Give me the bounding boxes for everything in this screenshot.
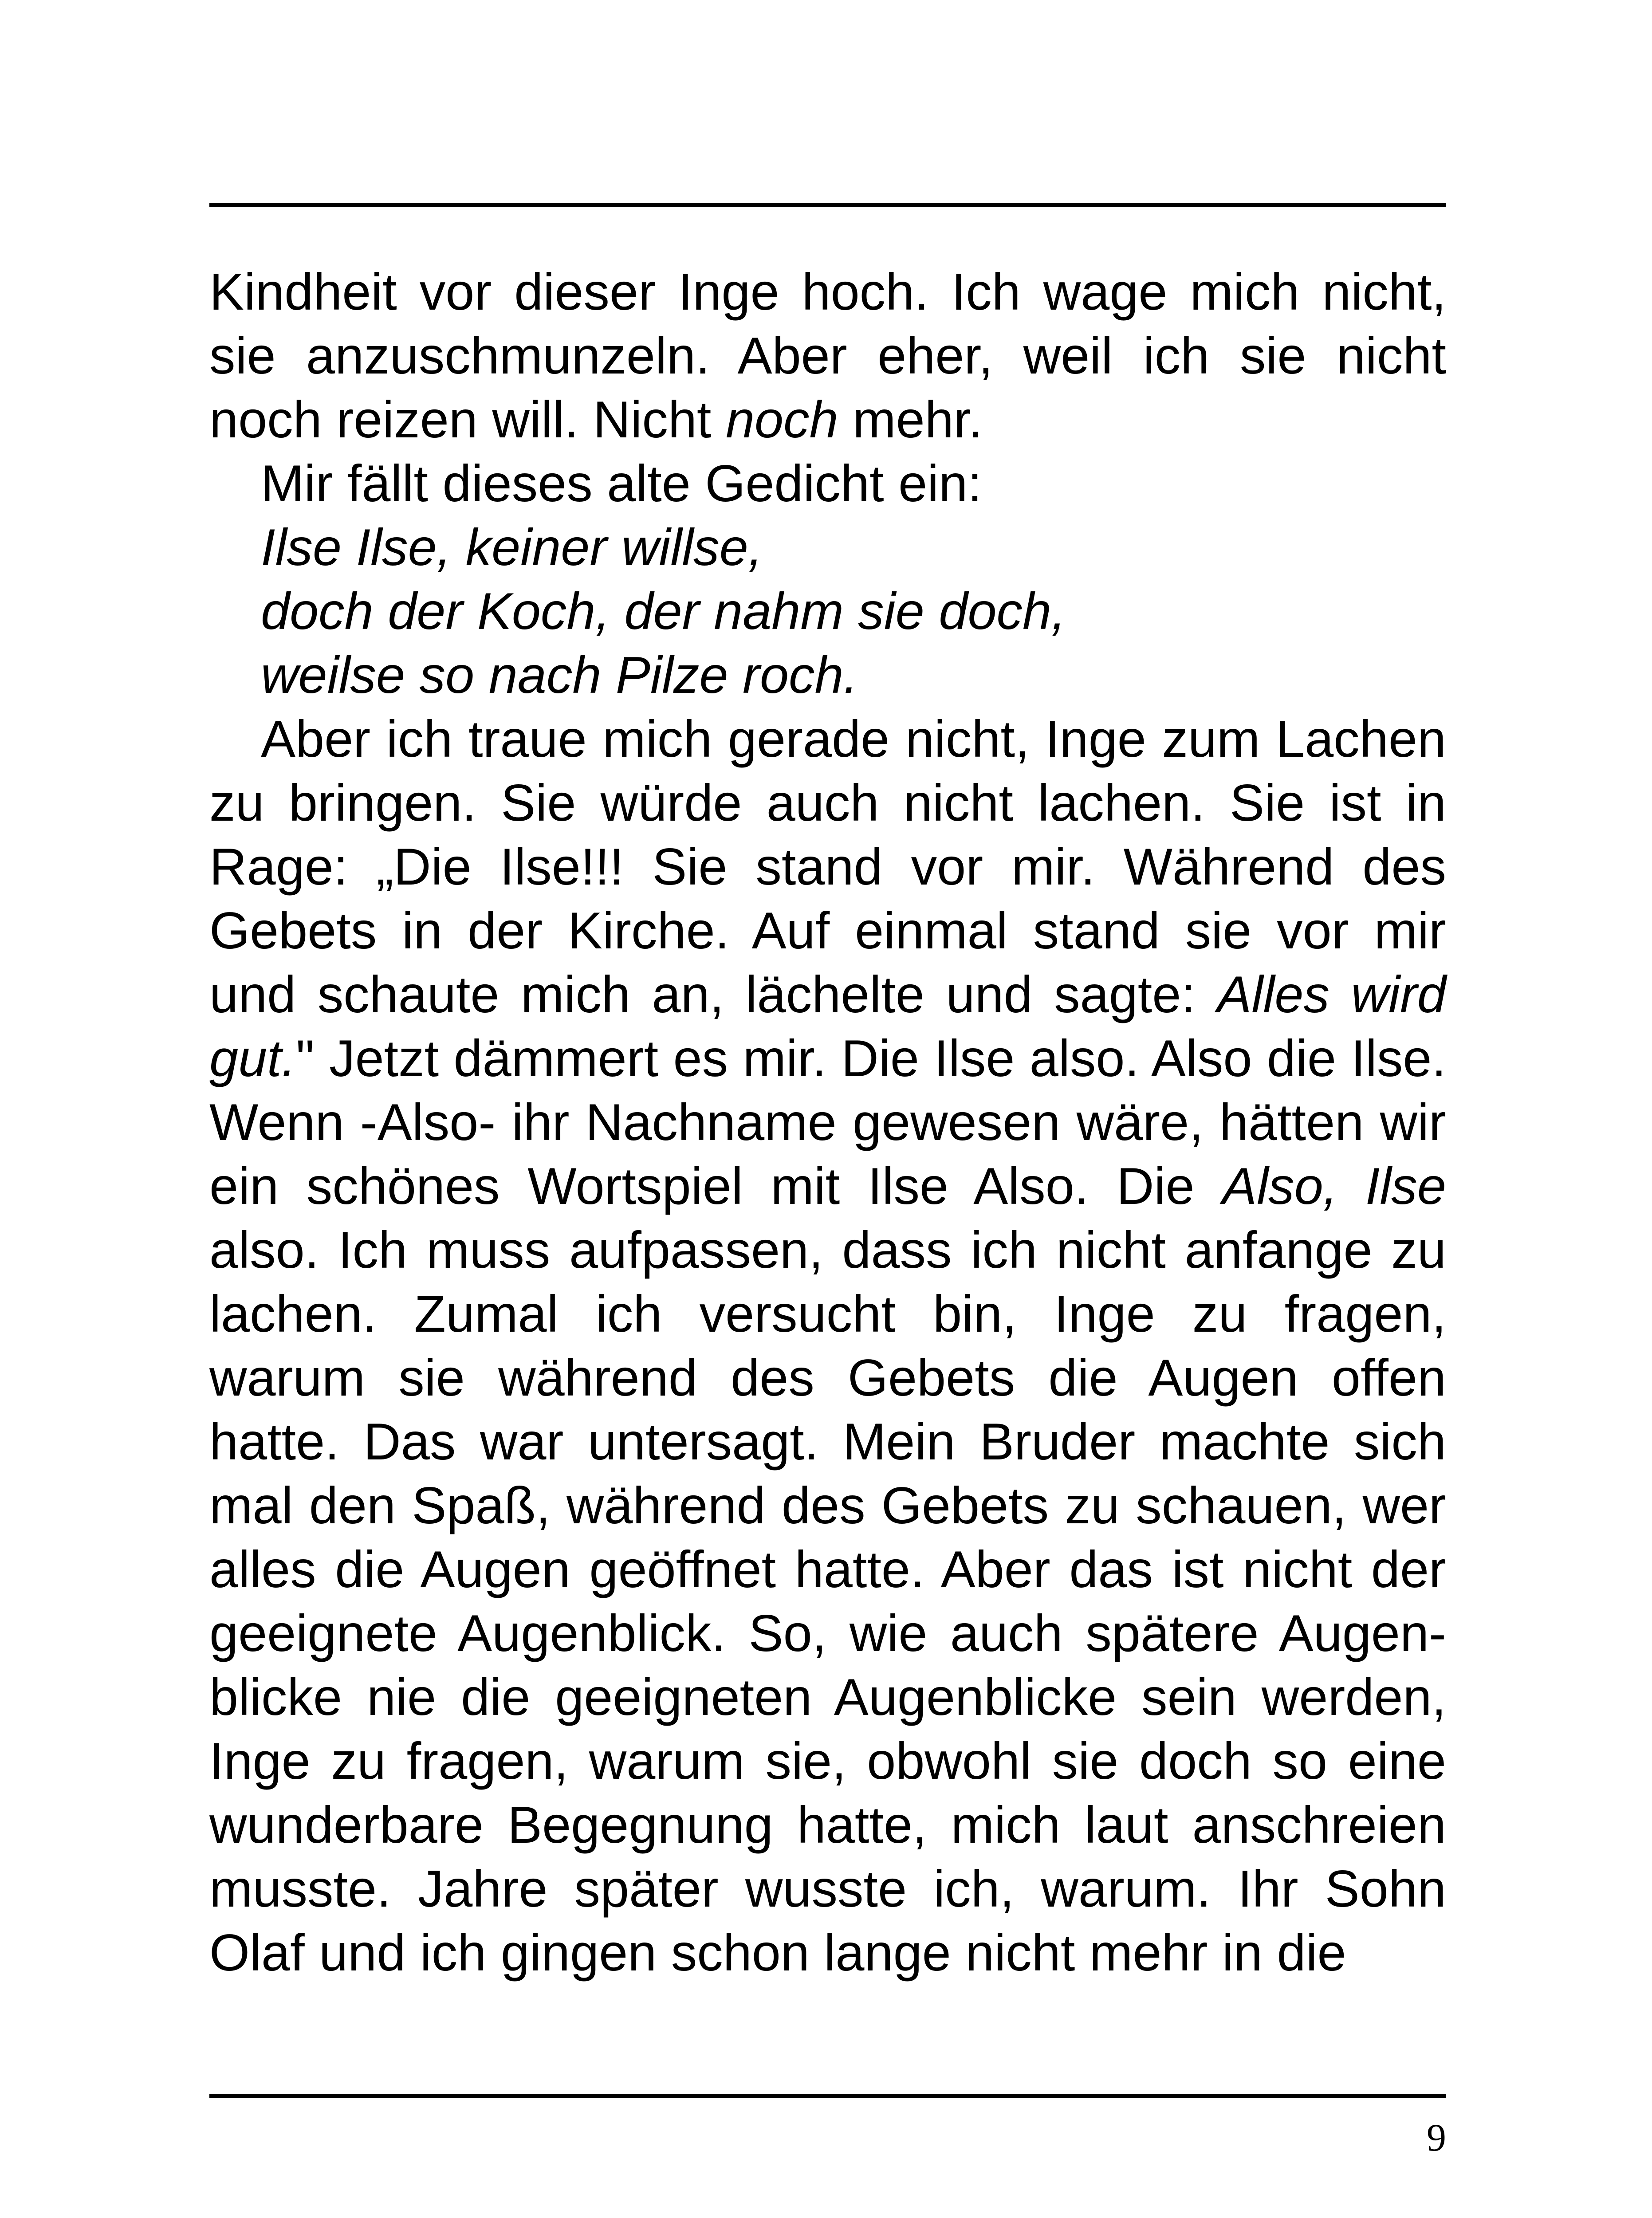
text-line [209, 1026, 1446, 1090]
text-span: sie anzuschmunzeln. Aber eher, weil ich sie nicht [209, 326, 1446, 385]
text-line [209, 1665, 1446, 1729]
text-line [209, 963, 1446, 1026]
text-line [209, 1538, 1446, 1601]
text-line [209, 452, 1446, 515]
text-span: Wenn -Also- ihr Nachname gewesen wäre, hätten wir [209, 1093, 1446, 1151]
italic-span: doch der Koch, der nahm sie doch, [261, 582, 1066, 640]
text-line [209, 1410, 1446, 1474]
text-line [209, 1601, 1446, 1665]
text-line [209, 260, 1446, 324]
text-line [209, 899, 1446, 963]
italic-span: noch [725, 390, 838, 448]
italic-span: gut. [209, 1029, 296, 1087]
text-line [209, 1729, 1446, 1793]
text-span: also. Ich muss aufpassen, dass ich nicht anfange zu [209, 1221, 1446, 1279]
text-line [209, 1218, 1446, 1282]
text-span: alles die Augen geöffnet hatte. Aber das ist nicht der [209, 1540, 1446, 1598]
text-span: lachen. Zumal ich versucht bin, Inge zu fragen, [209, 1285, 1446, 1343]
text-span: mehr. [838, 390, 983, 448]
text-line [209, 1921, 1446, 1985]
text-span: ein schönes Wortspiel mit Ilse Also. Die [209, 1157, 1223, 1215]
text-line [209, 1090, 1446, 1154]
page-number: 9 [1427, 2116, 1446, 2159]
text-span: geeignete Augenblick. So, wie auch spätere Augen- [209, 1604, 1446, 1662]
text-span: musste. Jahre später wusste ich, warum. Ihr Sohn [209, 1860, 1446, 1918]
text-line [209, 1346, 1446, 1410]
text-span: warum sie während des Gebets die Augen offen [209, 1349, 1446, 1407]
text-line [209, 835, 1446, 899]
text-span: blicke nie die geeigneten Augenblicke sein werden, [209, 1668, 1446, 1726]
text-span: Olaf und ich gingen schon lange nicht mehr in die [209, 1923, 1346, 1982]
text-line [209, 388, 1446, 452]
text-span: Kindheit vor dieser Inge hoch. Ich wage mich nicht, [209, 263, 1446, 321]
text-line [209, 324, 1446, 388]
poem-line [209, 643, 1446, 707]
text-span: Mir fällt dieses alte Gedicht ein: [261, 454, 982, 512]
text-span: hatte. Das war untersagt. Mein Bruder machte sich [209, 1412, 1446, 1471]
text-line [209, 1857, 1446, 1921]
text-span: Gebets in der Kirche. Auf einmal stand sie vor mir [209, 901, 1446, 960]
text-span: zu bringen. Sie würde auch nicht lachen. Sie ist in [209, 774, 1446, 832]
text-line [209, 1793, 1446, 1857]
text-span: wunderbare Begegnung hatte, mich laut anschreien [209, 1796, 1446, 1854]
italic-span: Also, Ilse [1222, 1157, 1446, 1215]
text-line [209, 1282, 1446, 1346]
top-rule [209, 203, 1446, 207]
text-line [209, 771, 1446, 835]
bottom-rule [209, 2094, 1446, 2098]
text-line [209, 1154, 1446, 1218]
poem-line [209, 515, 1446, 579]
text-span: mal den Spaß, während des Gebets zu schauen, wer [209, 1476, 1446, 1534]
italic-span: Alles wird [1217, 965, 1446, 1023]
text-span: noch reizen will. Nicht [209, 390, 726, 448]
italic-span: weilse so nach Pilze roch. [261, 646, 858, 704]
italic-span: Ilse Ilse, keiner willse, [261, 518, 763, 576]
text-span: Aber ich traue mich gerade nicht, Inge zum Lachen [261, 710, 1446, 768]
text-line [209, 707, 1446, 771]
text-span: " Jetzt dämmert es mir. Die Ilse also. Also die Ilse. [296, 1029, 1446, 1087]
text-span: Inge zu fragen, warum sie, obwohl sie doch so eine [209, 1732, 1446, 1790]
text-span: Rage: „Die Ilse!!! Sie stand vor mir. Während des [209, 838, 1446, 896]
text-span: und schaute mich an, lächelte und sagte: [209, 965, 1217, 1023]
text-line [209, 1474, 1446, 1538]
poem-line [209, 579, 1446, 643]
body-text [209, 260, 1446, 1985]
